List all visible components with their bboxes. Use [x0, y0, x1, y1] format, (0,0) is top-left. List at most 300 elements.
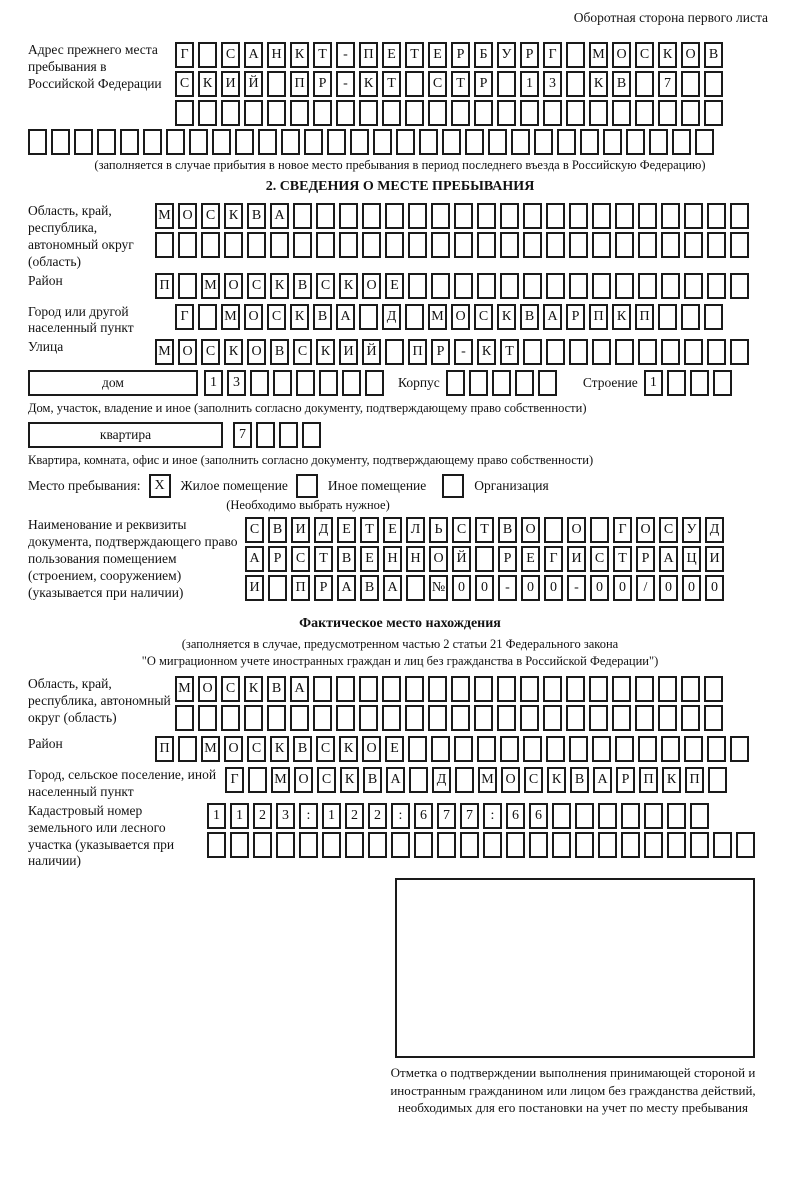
stroenie-label: Строение: [582, 375, 638, 391]
cadastre-row-2: [207, 832, 759, 858]
char-box: [546, 203, 565, 229]
char-box: [74, 129, 93, 155]
char-box: В: [270, 339, 289, 365]
char-box: [707, 339, 726, 365]
char-box: М: [175, 676, 194, 702]
char-box: [730, 203, 749, 229]
char-box: [385, 203, 404, 229]
char-box: [635, 676, 654, 702]
char-box: П: [685, 767, 704, 793]
street-field: [28, 339, 772, 368]
char-box: [523, 736, 542, 762]
char-box: [198, 100, 217, 126]
char-box: [736, 832, 755, 858]
fact-district-label: Район: [28, 736, 63, 751]
char-box: [592, 232, 611, 258]
char-box: [690, 803, 709, 829]
char-box: О: [244, 304, 263, 330]
char-box: [615, 736, 634, 762]
char-box: М: [221, 304, 240, 330]
char-box: 0: [475, 575, 494, 601]
char-box: В: [704, 42, 723, 68]
char-box: Р: [474, 71, 493, 97]
char-box: [302, 422, 321, 448]
street-row: [155, 339, 753, 365]
char-box: Г: [175, 304, 194, 330]
char-box: [684, 203, 703, 229]
char-box: М: [155, 203, 174, 229]
char-box: -: [454, 339, 473, 365]
option-inoe-label: Иное помещение: [327, 478, 427, 494]
char-box: [382, 100, 401, 126]
char-box: [492, 370, 511, 396]
char-box: Т: [313, 42, 332, 68]
cadastre-row-1: [207, 803, 759, 829]
char-box: Й: [362, 339, 381, 365]
house-box-label: дом: [28, 370, 198, 396]
char-box: [477, 203, 496, 229]
char-box: А: [383, 575, 402, 601]
char-box: С: [659, 517, 678, 543]
apartment-row: [28, 422, 772, 451]
char-box: А: [593, 767, 612, 793]
char-box: [544, 517, 563, 543]
char-box: М: [478, 767, 497, 793]
char-box: [276, 832, 295, 858]
prev-address-row-1: [175, 42, 727, 68]
char-box: 1: [207, 803, 226, 829]
char-box: [451, 676, 470, 702]
char-box: [408, 203, 427, 229]
char-box: [454, 273, 473, 299]
char-box: [405, 100, 424, 126]
char-box: [546, 273, 565, 299]
char-box: [267, 100, 286, 126]
char-box: [258, 129, 277, 155]
char-box: [649, 129, 668, 155]
char-box: Е: [521, 546, 540, 572]
char-box: 3: [276, 803, 295, 829]
char-box: [730, 273, 749, 299]
char-box: [704, 705, 723, 731]
cadastre-field: [28, 803, 772, 871]
char-box: Р: [314, 575, 333, 601]
char-box: [431, 232, 450, 258]
char-box: [143, 129, 162, 155]
char-box: [313, 676, 332, 702]
option-organizaciya-label: Организация: [474, 478, 549, 494]
char-box: В: [313, 304, 332, 330]
char-box: [224, 232, 243, 258]
char-box: Й: [452, 546, 471, 572]
char-box: [500, 203, 519, 229]
char-box: И: [705, 546, 724, 572]
char-box: О: [429, 546, 448, 572]
char-box: Р: [268, 546, 287, 572]
char-box: [235, 129, 254, 155]
char-box: [707, 232, 726, 258]
char-box: [345, 832, 364, 858]
house-row: [28, 370, 772, 399]
char-box: Р: [313, 71, 332, 97]
char-box: [730, 232, 749, 258]
char-box: С: [291, 546, 310, 572]
char-box: [644, 803, 663, 829]
char-box: [451, 100, 470, 126]
char-box: [615, 273, 634, 299]
char-box: [497, 71, 516, 97]
char-box: А: [386, 767, 405, 793]
char-box: [638, 203, 657, 229]
char-box: О: [178, 339, 197, 365]
char-box: [299, 832, 318, 858]
char-box: [575, 803, 594, 829]
stroenie-cells: [644, 370, 736, 396]
char-box: К: [244, 676, 263, 702]
char-box: К: [662, 767, 681, 793]
char-box: [339, 203, 358, 229]
char-box: [661, 232, 680, 258]
char-box: С: [474, 304, 493, 330]
char-box: [408, 232, 427, 258]
char-box: И: [567, 546, 586, 572]
char-box: [350, 129, 369, 155]
char-box: Н: [383, 546, 402, 572]
apartment-cells: [233, 422, 325, 448]
checkbox-zhiloe: X: [149, 474, 171, 498]
char-box: [281, 129, 300, 155]
char-box: [704, 100, 723, 126]
apartment-box-label: квартира: [28, 422, 223, 448]
char-box: [635, 100, 654, 126]
district-label: Район: [28, 272, 63, 288]
char-box: 2: [368, 803, 387, 829]
char-box: О: [501, 767, 520, 793]
cadastre-label: Кадастровый номер земельного или лесного участка (указывается при наличии): [28, 802, 175, 869]
char-box: [483, 832, 502, 858]
char-box: [661, 736, 680, 762]
char-box: 7: [233, 422, 252, 448]
document-field: [28, 517, 772, 604]
char-box: [373, 129, 392, 155]
char-box: /: [636, 575, 655, 601]
char-box: [690, 832, 709, 858]
char-box: [405, 676, 424, 702]
char-box: А: [270, 203, 289, 229]
char-box: [207, 832, 226, 858]
char-box: :: [483, 803, 502, 829]
char-box: [615, 339, 634, 365]
char-box: [730, 339, 749, 365]
char-box: [612, 100, 631, 126]
char-box: [681, 304, 700, 330]
char-box: [612, 676, 631, 702]
char-box: [431, 736, 450, 762]
confirmation-stamp-box: [395, 878, 755, 1058]
char-box: Т: [500, 339, 519, 365]
char-box: О: [362, 273, 381, 299]
char-box: [405, 304, 424, 330]
char-box: [428, 100, 447, 126]
char-box: [189, 129, 208, 155]
char-box: 0: [521, 575, 540, 601]
checkbox-organizaciya: [442, 474, 464, 498]
stay-type-label: Место пребывания:: [28, 478, 141, 494]
char-box: [704, 676, 723, 702]
char-box: [405, 705, 424, 731]
char-box: Н: [406, 546, 425, 572]
fact-title: Фактическое место нахождения: [299, 616, 501, 632]
stay-type-row: [28, 474, 772, 498]
char-box: [566, 705, 585, 731]
char-box: Г: [543, 42, 562, 68]
char-box: [290, 100, 309, 126]
char-box: С: [428, 71, 447, 97]
char-box: [268, 575, 287, 601]
char-box: [520, 676, 539, 702]
char-box: 0: [452, 575, 471, 601]
char-box: [552, 803, 571, 829]
char-box: С: [524, 767, 543, 793]
city-field: [28, 304, 772, 338]
char-box: Е: [337, 517, 356, 543]
char-box: [566, 71, 585, 97]
char-box: Л: [406, 517, 425, 543]
char-box: 0: [544, 575, 563, 601]
char-box: Г: [613, 517, 632, 543]
char-box: П: [639, 767, 658, 793]
char-box: О: [636, 517, 655, 543]
char-box: А: [659, 546, 678, 572]
char-box: С: [316, 736, 335, 762]
char-box: Т: [451, 71, 470, 97]
char-box: [667, 370, 686, 396]
char-box: [523, 232, 542, 258]
char-box: К: [547, 767, 566, 793]
char-box: [684, 339, 703, 365]
char-box: С: [201, 203, 220, 229]
char-box: [569, 339, 588, 365]
char-box: [589, 100, 608, 126]
char-box: [319, 370, 338, 396]
char-box: В: [360, 575, 379, 601]
char-box: [523, 339, 542, 365]
char-box: [534, 129, 553, 155]
char-box: К: [477, 339, 496, 365]
char-box: Т: [405, 42, 424, 68]
street-label: Улица: [28, 339, 64, 355]
char-box: [339, 232, 358, 258]
district-row: [155, 273, 753, 299]
char-box: [566, 100, 585, 126]
char-box: [279, 422, 298, 448]
fact-city-field: [28, 767, 772, 801]
char-box: [198, 705, 217, 731]
char-box: [454, 232, 473, 258]
char-box: [695, 129, 714, 155]
char-box: О: [178, 203, 197, 229]
char-box: [382, 676, 401, 702]
char-box: [557, 129, 576, 155]
char-box: [543, 676, 562, 702]
char-box: М: [201, 273, 220, 299]
char-box: [359, 676, 378, 702]
char-box: 7: [437, 803, 456, 829]
fact-region-row-2: [175, 705, 727, 731]
char-box: [267, 71, 286, 97]
char-box: [713, 832, 732, 858]
char-box: У: [497, 42, 516, 68]
option-zhiloe-label: Жилое помещение: [180, 478, 288, 494]
char-box: Е: [428, 42, 447, 68]
char-box: [442, 129, 461, 155]
char-box: С: [245, 517, 264, 543]
korpus-label: Корпус: [398, 375, 440, 391]
char-box: [385, 339, 404, 365]
char-box: [198, 42, 217, 68]
char-box: [543, 705, 562, 731]
char-box: С: [293, 339, 312, 365]
char-box: [396, 129, 415, 155]
page-header: Оборотная сторона первого листа: [573, 10, 768, 25]
district-field: [28, 273, 772, 302]
char-box: [529, 832, 548, 858]
char-box: А: [337, 575, 356, 601]
char-box: А: [245, 546, 264, 572]
char-box: К: [316, 339, 335, 365]
char-box: [497, 676, 516, 702]
char-box: [382, 705, 401, 731]
char-box: [414, 832, 433, 858]
char-box: [644, 832, 663, 858]
fact-district-field: [28, 736, 772, 765]
char-box: Р: [498, 546, 517, 572]
char-box: В: [268, 517, 287, 543]
char-box: [592, 203, 611, 229]
char-box: [469, 370, 488, 396]
char-box: В: [247, 203, 266, 229]
char-box: [336, 100, 355, 126]
fact-district-row: [155, 736, 753, 762]
char-box: [638, 736, 657, 762]
char-box: П: [290, 71, 309, 97]
prev-address-block: [28, 42, 772, 129]
char-box: В: [498, 517, 517, 543]
char-box: [474, 100, 493, 126]
char-box: 1: [644, 370, 663, 396]
char-box: О: [521, 517, 540, 543]
char-box: [635, 705, 654, 731]
char-box: Е: [383, 517, 402, 543]
char-box: О: [681, 42, 700, 68]
char-box: [316, 203, 335, 229]
char-box: [359, 304, 378, 330]
char-box: [431, 203, 450, 229]
char-box: [681, 705, 700, 731]
char-box: [475, 546, 494, 572]
char-box: [244, 705, 263, 731]
char-box: [621, 803, 640, 829]
char-box: [408, 736, 427, 762]
char-box: [708, 767, 727, 793]
char-box: Д: [705, 517, 724, 543]
document-label: Наименование и реквизиты документа, подтверждающего право пользования помещением (строением, сооружением) (указывается при наличии): [28, 517, 238, 600]
stay-note: (Необходимо выбрать нужное): [226, 498, 390, 513]
prev-address-rows: [175, 42, 727, 129]
char-box: [638, 273, 657, 299]
char-box: Б: [474, 42, 493, 68]
fact-city-row: [225, 767, 731, 793]
char-box: Д: [314, 517, 333, 543]
char-box: [437, 832, 456, 858]
char-box: И: [339, 339, 358, 365]
char-box: С: [247, 273, 266, 299]
char-box: [684, 736, 703, 762]
char-box: О: [198, 676, 217, 702]
char-box: 0: [613, 575, 632, 601]
char-box: К: [224, 339, 243, 365]
prev-address-row-3: [175, 100, 727, 126]
char-box: [598, 832, 617, 858]
char-box: №: [429, 575, 448, 601]
char-box: С: [221, 42, 240, 68]
char-box: К: [497, 304, 516, 330]
char-box: [405, 71, 424, 97]
char-box: 0: [705, 575, 724, 601]
char-box: [267, 705, 286, 731]
char-box: [552, 832, 571, 858]
apartment-caption: Квартира, комната, офис и иное (заполнить согласно документу, подтверждающему право собственности): [28, 453, 594, 468]
char-box: [296, 370, 315, 396]
char-box: М: [201, 736, 220, 762]
char-box: [592, 736, 611, 762]
char-box: П: [291, 575, 310, 601]
char-box: В: [363, 767, 382, 793]
char-box: 1: [204, 370, 223, 396]
char-box: С: [316, 273, 335, 299]
char-box: [178, 232, 197, 258]
char-box: [446, 370, 465, 396]
char-box: Т: [613, 546, 632, 572]
char-box: [497, 705, 516, 731]
char-box: М: [271, 767, 290, 793]
fact-note-1: (заполняется в случае, предусмотренном частью 2 статьи 21 Федерального закона: [181, 637, 619, 652]
char-box: [612, 705, 631, 731]
char-box: А: [336, 304, 355, 330]
document-row-2: [245, 546, 728, 572]
char-box: [342, 370, 361, 396]
char-box: Т: [314, 546, 333, 572]
char-box: [175, 705, 194, 731]
char-box: Т: [382, 71, 401, 97]
char-box: [684, 273, 703, 299]
char-box: [336, 705, 355, 731]
char-box: [681, 100, 700, 126]
char-box: [166, 129, 185, 155]
char-box: [511, 129, 530, 155]
confirmation-caption: Отметка о подтверждении выполнения принимающей стороной и иностранным гражданином или лицом без гражданства действий, необходимых для его постановки на учет по месту пребывания: [390, 1065, 756, 1116]
char-box: [707, 736, 726, 762]
char-box: Д: [432, 767, 451, 793]
char-box: П: [155, 273, 174, 299]
char-box: А: [543, 304, 562, 330]
fact-region-label: Область, край, республика, автономный округ (область): [28, 676, 171, 725]
char-box: [362, 232, 381, 258]
char-box: [51, 129, 70, 155]
char-box: [575, 832, 594, 858]
char-box: [293, 203, 312, 229]
char-box: [589, 676, 608, 702]
